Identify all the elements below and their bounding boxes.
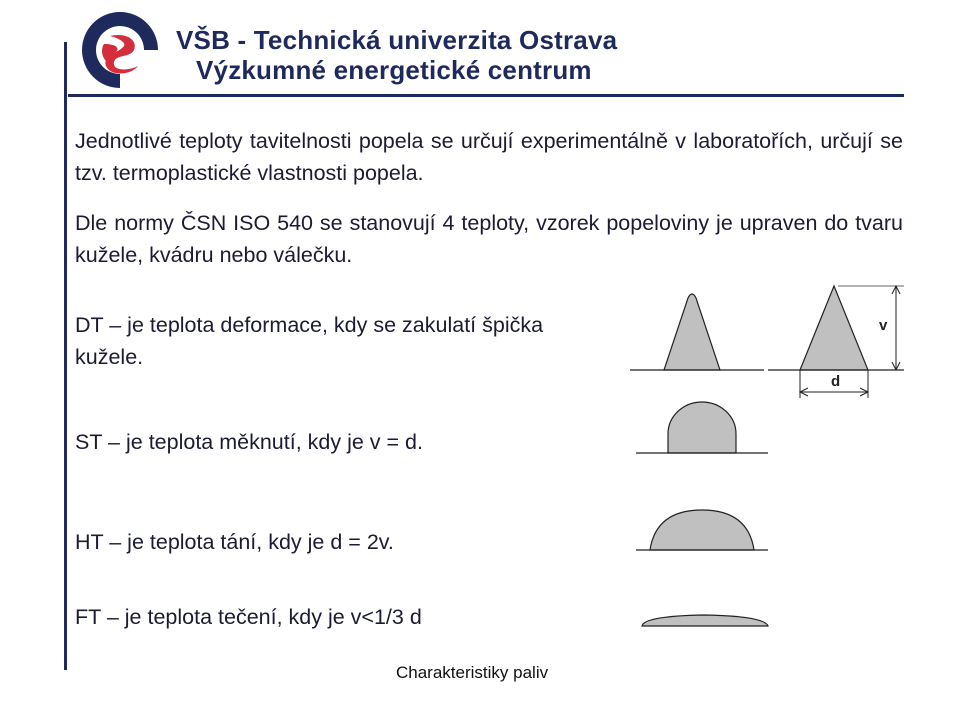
ht-flattened-dome-diagram	[636, 508, 770, 554]
dimension-label-v: v	[879, 317, 888, 334]
definition-ht: HT – je teplota tání, kdy je d = 2v.	[75, 530, 394, 554]
ft-spread-layer-diagram	[638, 610, 774, 630]
dt-deformed-cone-diagram	[630, 288, 766, 378]
standard-paragraph: Dle normy ČSN ISO 540 se stanovují 4 teploty, vzorek popeloviny je upraven do tvaru kužele, kvádru nebo válečku.	[75, 211, 903, 267]
st-hemisphere-diagram	[636, 400, 770, 458]
org-name-line2: Výzkumné energetické centrum	[196, 55, 592, 85]
dimension-label-d: d	[831, 373, 841, 390]
vsb-logo-icon	[80, 10, 160, 90]
definition-st: ST – je teplota měknutí, kdy je v = d.	[75, 430, 423, 454]
intro-paragraph: Jednotlivé teploty tavitelnosti popela se určují experimentálně v laboratořích, určují se tzv. termoplastické vlastnosti popela.	[75, 129, 903, 185]
org-name-line1: VŠB - Technická univerzita Ostrava	[176, 25, 618, 55]
definition-ft: FT – je teplota tečení, kdy je v<1/3 d	[75, 605, 422, 629]
definition-dt: DT – je teplota deformace, kdy se zakulatí špička kužele.	[75, 313, 544, 369]
frame-horizontal-line	[68, 94, 904, 97]
footer-caption: Charakteristiky paliv	[396, 663, 549, 682]
frame-vertical-line	[64, 42, 67, 670]
